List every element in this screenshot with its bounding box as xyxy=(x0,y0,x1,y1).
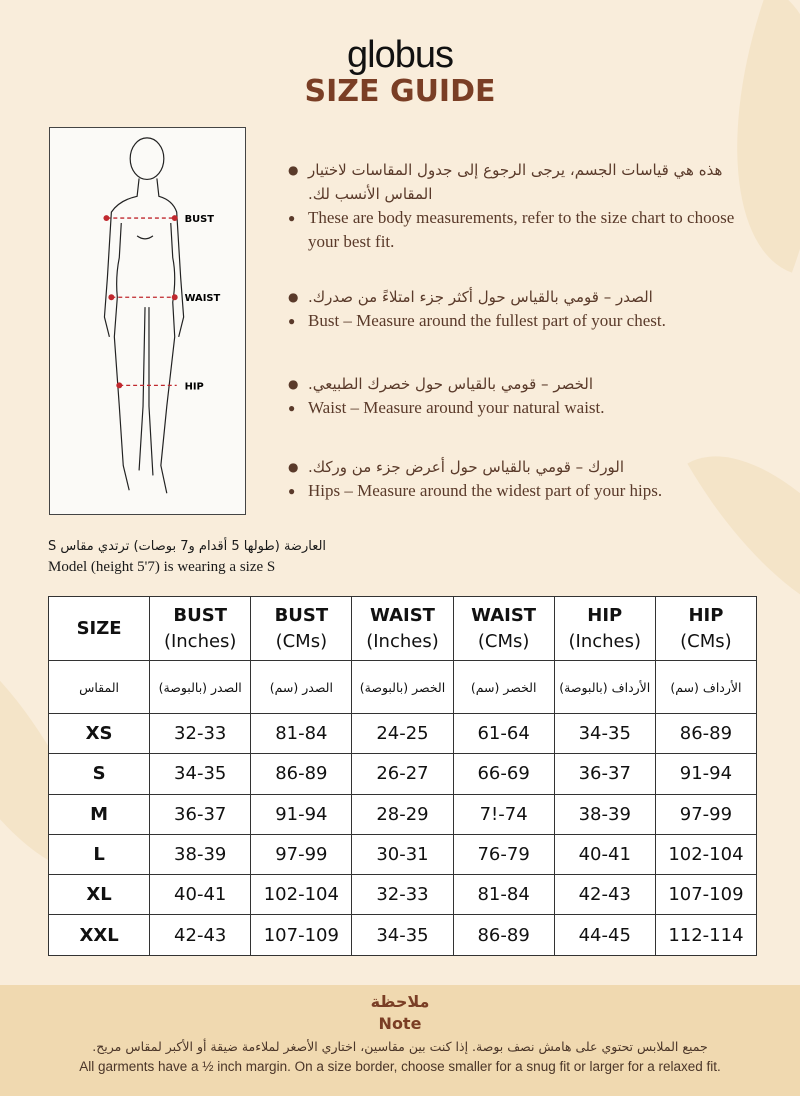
column-header xyxy=(554,597,655,661)
measurement-cell: 97-99 xyxy=(655,794,756,834)
column-header xyxy=(453,597,554,661)
header-unit: (CMs) xyxy=(680,630,732,652)
measurement-cell: 26-27 xyxy=(352,754,453,794)
header-label: WAIST xyxy=(471,604,537,626)
bust-label: BUST xyxy=(184,214,215,226)
column-header xyxy=(49,597,150,661)
measurement-cell: 61-64 xyxy=(453,714,554,754)
instruction-group xyxy=(288,158,788,254)
model-info xyxy=(48,536,378,578)
measurement-cell: 102-104 xyxy=(251,875,352,915)
bullet-en: ● These are body measurements, refer to the size chart to choose your best fit. xyxy=(288,208,735,251)
waist-label: WAIST xyxy=(184,293,221,305)
bullet-en: ● Waist – Measure around your natural waist. xyxy=(288,398,605,417)
measurement-cell: 81-84 xyxy=(453,875,554,915)
measurement-cell: 107-109 xyxy=(251,915,352,955)
measurement-cell: 107-109 xyxy=(655,875,756,915)
measurement-cell: 38-39 xyxy=(150,834,251,874)
measurement-cell: 112-114 xyxy=(655,915,756,955)
bullet-en: ● Hips – Measure around the widest part of your hips. xyxy=(288,481,663,500)
measurement-cell: 34-35 xyxy=(150,754,251,794)
bullet-ar: ● الورك – قومي بالقياس حول أعرض جزء من وركك. xyxy=(288,458,625,476)
measurement-cell: 32-33 xyxy=(150,714,251,754)
instruction-group xyxy=(288,455,788,503)
header-label: WAIST xyxy=(370,604,435,626)
model-info-ar: العارضة (طولها 5 أقدام و7 بوصات) ترتدي مقاس S xyxy=(48,539,327,554)
measurement-cell: 102-104 xyxy=(655,834,756,874)
measurement-cell: 86-89 xyxy=(655,714,756,754)
header-label: SIZE xyxy=(76,617,122,639)
table-row xyxy=(49,875,757,915)
note-title: Note xyxy=(378,1014,422,1033)
column-header-ar: الخصر (سم) xyxy=(453,661,554,714)
instruction-group xyxy=(288,285,788,333)
bullet-ar: ● الخصر – قومي بالقياس حول خصرك الطبيعي. xyxy=(288,375,594,393)
bullet-ar: ● الصدر – قومي بالقياس حول أكثر جزء امتلاءً من صدرك. xyxy=(288,288,653,306)
table-row xyxy=(49,714,757,754)
column-header-ar: الخصر (بالبوصة) xyxy=(352,661,453,714)
table-row xyxy=(49,754,757,794)
column-header-ar: الأرداف (بالبوصة) xyxy=(554,661,655,714)
measurement-cell: 34-35 xyxy=(352,915,453,955)
header-label: BUST xyxy=(274,604,329,626)
header-label: BUST xyxy=(173,604,227,626)
header-unit: (CMs) xyxy=(477,630,530,652)
measurement-cell: 81-84 xyxy=(251,714,352,754)
measurement-cell: 7!-74 xyxy=(453,794,554,834)
bullet-en: ● Bust – Measure around the fullest part of your chest. xyxy=(288,311,666,330)
model-info-en: Model (height 5'7) is wearing a size S xyxy=(48,559,276,575)
column-header-ar: الصدر (بالبوصة) xyxy=(150,661,251,714)
note-text-ar: جميع الملابس تحتوي على هامش نصف بوصة. إذا كنت بين مقاسين، اختاري الأصغر لملاءمة ضيقة أو الأكبر لمقاس مريح. xyxy=(92,1039,708,1054)
measurement-cell: 34-35 xyxy=(554,714,655,754)
measurement-cell: 28-29 xyxy=(352,794,453,834)
table-row xyxy=(49,915,757,955)
measurement-cell: 36-37 xyxy=(150,794,251,834)
measurement-cell: 76-79 xyxy=(453,834,554,874)
measurement-cell: 66-69 xyxy=(453,754,554,794)
note-text: All garments have a ½ inch margin. On a size border, choose smaller for a snug fit or larger for a relaxed fit. xyxy=(79,1059,721,1074)
measurement-cell: 36-37 xyxy=(554,754,655,794)
measurement-cell: 32-33 xyxy=(352,875,453,915)
measurement-cell: 42-43 xyxy=(554,875,655,915)
measurement-cell: 42-43 xyxy=(150,915,251,955)
table-row xyxy=(49,834,757,874)
arabic-header-row xyxy=(49,661,757,714)
column-header-ar: المقاس xyxy=(49,661,150,714)
measurement-cell: 97-99 xyxy=(251,834,352,874)
size-cell: M xyxy=(49,794,150,834)
size-cell: XS xyxy=(49,714,150,754)
measurement-cell: 44-45 xyxy=(554,915,655,955)
note-section xyxy=(0,985,800,1096)
column-header-ar: الأرداف (سم) xyxy=(655,661,756,714)
header-unit: (Inches) xyxy=(163,630,237,652)
column-header xyxy=(655,597,756,661)
column-header xyxy=(352,597,453,661)
size-chart-table xyxy=(48,596,757,956)
measurement-cell: 86-89 xyxy=(251,754,352,794)
body-measurement-figure xyxy=(49,127,246,515)
size-cell: S xyxy=(49,754,150,794)
measurement-cell: 91-94 xyxy=(655,754,756,794)
bullet-ar: ● هذه هي قياسات الجسم، يرجى الرجوع إلى جدول المقاسات لاختيار المقاس الأنسب لك. xyxy=(288,161,723,203)
table-row xyxy=(49,794,757,834)
measurement-cell: 40-41 xyxy=(554,834,655,874)
brand-logo: globus xyxy=(347,34,453,76)
note-title-ar: ملاحظة xyxy=(370,992,430,1011)
header-label: HIP xyxy=(688,604,724,626)
measurement-cell: 24-25 xyxy=(352,714,453,754)
column-header-ar: الصدر (سم) xyxy=(251,661,352,714)
measurement-cell: 40-41 xyxy=(150,875,251,915)
header-label: HIP xyxy=(587,604,623,626)
size-cell: L xyxy=(49,834,150,874)
header-unit: (Inches) xyxy=(366,630,439,652)
measurement-cell: 91-94 xyxy=(251,794,352,834)
header-unit: (CMs) xyxy=(275,630,328,652)
header-unit: (Inches) xyxy=(568,630,642,652)
measurement-cell: 38-39 xyxy=(554,794,655,834)
instruction-group xyxy=(288,372,788,420)
column-header xyxy=(251,597,352,661)
page-title: SIZE GUIDE xyxy=(304,74,496,109)
measurement-cell: 86-89 xyxy=(453,915,554,955)
measurement-cell: 30-31 xyxy=(352,834,453,874)
size-cell: XL xyxy=(49,875,150,915)
column-header xyxy=(150,597,251,661)
size-cell: XXL xyxy=(49,915,150,955)
hip-label: HIP xyxy=(184,381,204,393)
